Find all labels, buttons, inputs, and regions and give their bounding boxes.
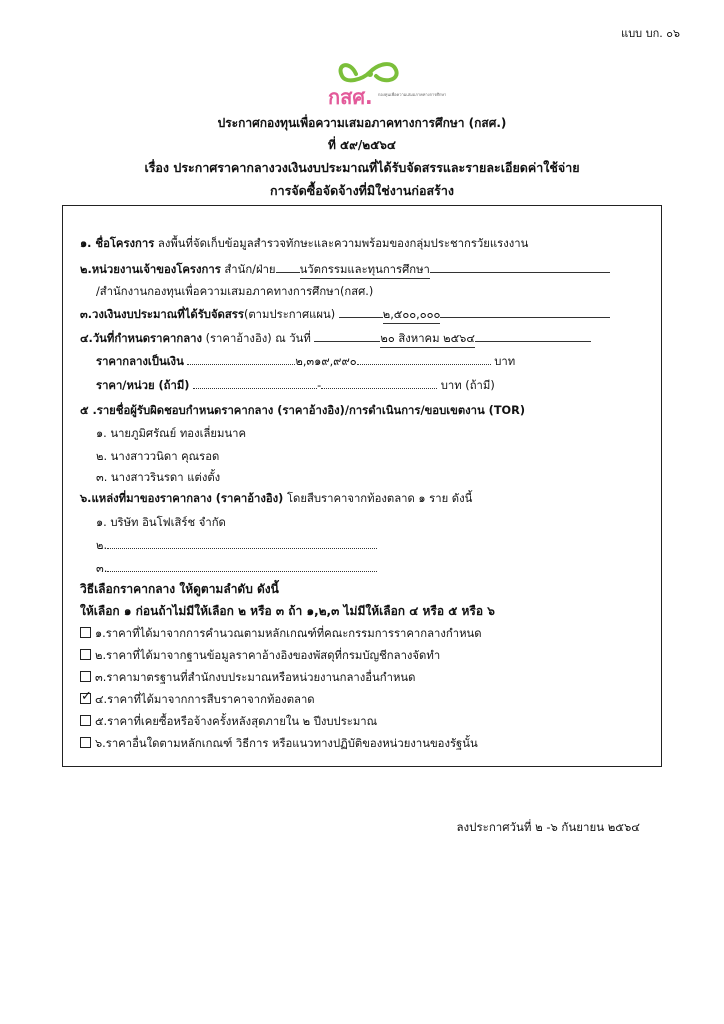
person-1: ๑. นายภูมิศรัณย์ ทองเลี่ยมนาค [96,427,247,440]
item-1-value: ลงพื้นที่จัดเก็บข้อมูลสำรวจทักษะและความพร้อมของกลุ่มประชากรวัยแรงงาน [157,237,529,250]
form-code: แบบ บก. ๐๖ [621,27,680,40]
option-6[interactable] [80,734,478,752]
source-3: ๓. [96,562,108,575]
option-5-checkbox[interactable] [80,715,91,726]
price-row [96,352,515,370]
method-rule: ให้เลือก ๑ ก่อนถ้าไม่มีให้เลือก ๒ หรือ ๓ ถ้า ๑,๒,๓ ไม่มีให้เลือก ๔ หรือ ๕ หรือ ๖ [80,604,495,618]
item-1-label: ๑. ชื่อโครงการ [80,237,155,250]
item-3-value: ๒,๕๐๐,๐๐๐ [383,305,441,324]
header-line-2: ที่ ๕๙/๒๕๖๔ [327,138,397,152]
announcement-date: ลงประกาศวันที่ ๒ -๖ กันยายน ๒๕๖๔ [456,820,640,834]
item-2 [80,260,610,279]
option-2-checkbox[interactable] [80,649,91,660]
item-4-suffix: (ราคาอ้างอิง) ณ วันที่ [205,332,311,345]
price-label: ราคากลางเป็นเงิน [96,355,184,368]
item-4-value: ๒๐ สิงหาคม ๒๕๖๔ [380,329,474,348]
item-2-line-2: /สำนักงานกองทุนเพื่อความเสมอภาคทางการศึกษา(กสศ.) [96,285,374,298]
option-3-label: ๓.ราคามาตรฐานที่สำนักงบประมาณหรือหน่วยงานกลางอื่นกำหนด [95,671,416,684]
item-4 [80,329,591,348]
item-1 [80,234,528,252]
option-1-checkbox[interactable] [80,627,91,638]
unit-row [96,376,495,394]
price-value: ๒,๓๑๙,๙๙๐ [295,355,357,368]
item-2-prefix: สำนัก/ฝ่าย [224,263,276,276]
header-line-3: เรื่อง ประกาศราคากลางวงเงินงบประมาณที่ได้รับจัดสรรและรายละเอียดค่าใช้จ่าย [144,160,580,175]
option-6-label: ๖.ราคาอื่นใดตามหลักเกณฑ์ วิธีการ หรือแนวทางปฏิบัติของหน่วยงานของรัฐนั้น [95,737,478,750]
item-6-value: โดยสืบราคาจากท้องตลาด ๑ ราย ดังนี้ [286,492,473,505]
option-1[interactable] [80,624,482,642]
item-6-label: ๖.แหล่งที่มาของราคากลาง (ราคาอ้างอิง) [80,492,284,505]
option-3[interactable] [80,668,415,686]
source-2: ๒. [96,539,108,552]
option-5-label: ๕.ราคาที่เคยซื้อหรือจ้างครั้งหลังสุดภายใน ๒ ปีงบประมาณ [95,715,378,728]
unit-suffix: บาท (ถ้ามี) [440,379,495,392]
option-1-label: ๑.ราคาที่ได้มาจากการคำนวณตามหลักเกณฑ์ที่คณะกรรมการราคากลางกำหนด [95,627,482,640]
option-4-label: ๔.ราคาที่ได้มาจากการสืบราคาจากท้องตลาด [95,693,315,706]
person-2: ๒. นางสาววนิดา คุณรอด [96,450,220,463]
organization-logo [326,54,447,110]
option-4[interactable] [80,690,315,708]
source-2-row [96,536,377,554]
item-2-value: นวัตกรรมและทุนการศึกษา [300,260,430,279]
item-5-label: ๕ .รายชื่อผู้รับผิดชอบกำหนดราคากลาง (ราคาอ้างอิง)/การดำเนินการ/ขอบเขตงาน (TOR) [80,404,526,417]
option-4-checkbox[interactable] [80,693,91,704]
option-2[interactable] [80,646,440,664]
unit-value: - [317,379,322,392]
method-title: วิธีเลือกราคากลาง ให้ดูตามลำดับ ดังนี้ [80,582,279,596]
item-2-label: ๒.หน่วยงานเจ้าของโครงการ [80,263,221,276]
price-unit: บาท [494,355,516,368]
source-1: ๑. บริษัท อินโฟเสิร์ช จำกัด [96,516,226,529]
header-line-1: ประกาศกองทุนเพื่อความเสมอภาคทางการศึกษา (กสศ.) [217,116,507,130]
item-3-suffix: (ตามประกาศแผน) [243,308,336,321]
option-2-label: ๒.ราคาที่ได้มาจากฐานข้อมูลราคาอ้างอิงของพัสดุที่กรมบัญชีกลางจัดทำ [95,649,441,662]
item-3-label: ๓.วงเงินงบประมาณที่ได้รับจัดสรร [80,308,244,321]
person-3: ๓. นางสาวรินรดา แต่งตั้ง [96,471,221,484]
unit-label: ราคา/หน่วย (ถ้ามี) [96,379,190,392]
source-3-row [96,559,377,577]
item-3 [80,305,610,324]
option-5[interactable] [80,712,377,730]
option-3-checkbox[interactable] [80,671,91,682]
option-6-checkbox[interactable] [80,737,91,748]
header-line-4: การจัดซื้อจัดจ้างที่มิใช่งานก่อสร้าง [270,183,454,198]
item-4-label: ๔.วันที่กำหนดราคากลาง [80,332,202,345]
logo-text: กสศ. [328,85,373,109]
item-6 [80,489,472,507]
logo-subtitle: กองทุนเพื่อความเสมอภาคทางการศึกษา [378,92,447,97]
